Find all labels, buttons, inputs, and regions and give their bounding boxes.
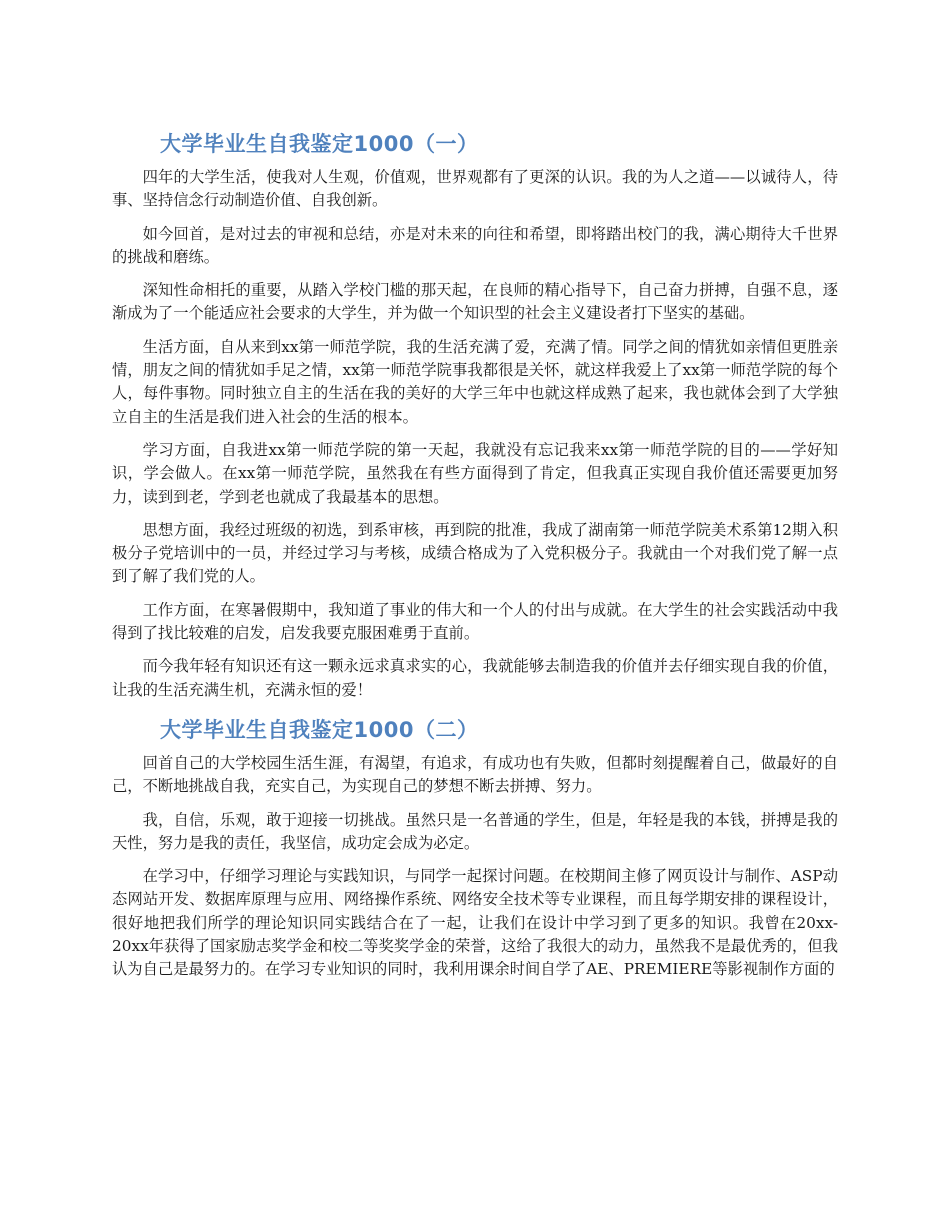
section-1-paragraph: 工作方面，在寒暑假期中，我知道了事业的伟大和一个人的付出与成就。在大学生的社会实践活动中我得到了找比较难的启发，启发我要克服困难勇于直前。 bbox=[112, 600, 838, 643]
section-1-paragraph: 生活方面，自从来到xx第一师范学院，我的生活充满了爱，充满了情。同学之间的情犹如亲情但更胜亲情，朋友之间的情犹如手足之情，xx第一师范学院事我都很是关怀，就这样我爱上了xx第一师范学院的每个人，每件事物。同时独立自主的生活在我的美好的大学三年中也就这样成熟了起来，我也就体会到了大学独立自主的生活是我们进入社会的生活的根本。 bbox=[112, 337, 838, 426]
section-1-paragraph: 深知性命相托的重要，从踏入学校门槛的那天起，在良师的精心指导下，自己奋力拼搏，自强不息，逐渐成为了一个能适应社会要求的大学生，并为做一个知识型的社会主义建设者打下坚实的基础。 bbox=[112, 281, 838, 323]
section-1-paragraph: 四年的大学生活，使我对人生观，价值观，世界观都有了更深的认识。我的为人之道——以诚待人，待事、坚持信念行动制造价值、自我创新。 bbox=[112, 168, 838, 210]
section-1-paragraph: 学习方面，自我进xx第一师范学院的第一天起，我就没有忘记我来xx第一师范学院的目的——学好知识，学会做人。在xx第一师范学院，虽然我在有些方面得到了肯定，但我真正实现自我价值还需要更加努力，读到到老，学到老也就成了我最基本的思想。 bbox=[112, 440, 838, 506]
section-2-title: 大学毕业生自我鉴定1000（二） bbox=[160, 717, 479, 742]
section-2-paragraph: 我，自信，乐观，敢于迎接一切挑战。虽然只是一名普通的学生，但是，年轻是我的本钱，拼搏是我的天性，努力是我的责任，我坚信，成功定会成为必定。 bbox=[112, 810, 838, 852]
section-1-paragraph: 而今我年轻有知识还有这一颗永远求真求实的心，我就能够去制造我的价值并去仔细实现自我的价值，让我的生活充满生机，充满永恒的爱！ bbox=[112, 657, 838, 699]
section-1-paragraph: 思想方面，我经过班级的初选，到系审核，再到院的批准，我成了湖南第一师范学院美术系第12期入积极分子党培训中的一员，并经过学习与考核，成绩合格成为了入党积极分子。我就由一个对我们党了解一点到了解了我们党的人。 bbox=[112, 520, 838, 586]
section-2-paragraph: 回首自己的大学校园生活生涯，有渴望，有追求，有成功也有失败，但都时刻提醒着自己，做最好的自己，不断地挑战自我，充实自己，为实现自己的梦想不断去拼搏、努力。 bbox=[112, 753, 838, 796]
section-1-title: 大学毕业生自我鉴定1000（一） bbox=[160, 132, 479, 156]
section-1-paragraph: 如今回首，是对过去的审视和总结，亦是对未来的向往和希望，即将踏出校门的我，满心期待大千世界的挑战和磨练。 bbox=[112, 224, 838, 266]
section-2-paragraph: 在学习中，仔细学习理论与实践知识，与同学一起探讨问题。在校期间主修了网页设计与制作、ASP动态网站开发、数据库原理与应用、网络操作系统、网络安全技术等专业课程，而且每学期安排的课程设计，很好地把我们所学的理论知识同实践结合在了一起，让我们在设计中学习到了更多的知识。我曾在20xx-20xx年获得了国家励志奖学金和校二等奖奖学金的荣誉，这给了我很大的动力，虽然我不是最优秀的，但我认为自己是最努力的。在学习专业知识的同时，我利用课余时间自学了AE、PREMIERE等影视制作方面的 bbox=[112, 867, 838, 979]
document-page bbox=[112, 126, 838, 992]
